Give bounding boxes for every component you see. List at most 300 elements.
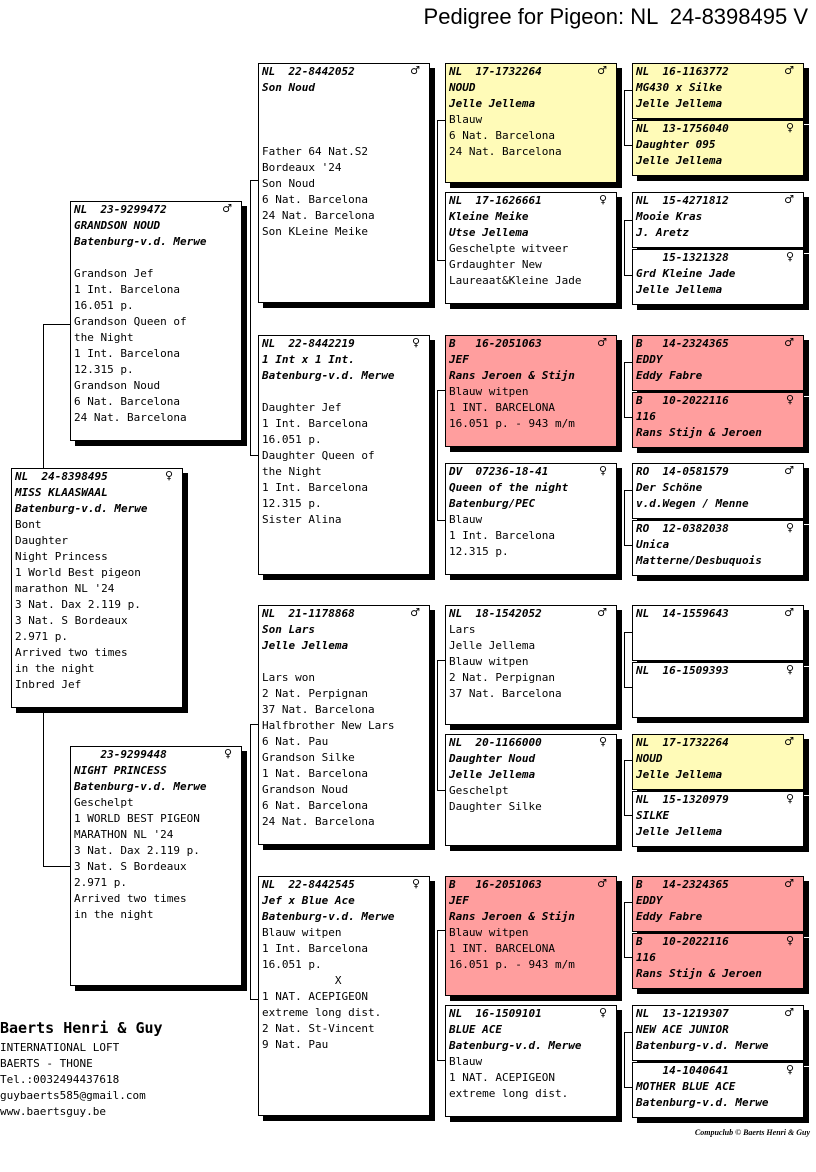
connector-line <box>43 324 70 325</box>
connector-line <box>624 760 632 761</box>
connector-line <box>250 455 258 456</box>
pigeon-card-g3 <box>632 192 804 248</box>
pigeon-card-subject <box>11 468 183 708</box>
male-symbol-icon: ♂ <box>784 64 794 77</box>
pigeon-info-line: 6 Nat. Pau <box>262 735 329 748</box>
pigeon-info-line: Blauw <box>449 1055 483 1068</box>
pigeon-info-line: 6 Nat. Barcelona <box>262 799 368 812</box>
ring-number: NL 17-1732264 <box>636 736 729 749</box>
card-header <box>636 606 800 622</box>
female-symbol-icon: ♀ <box>785 792 794 805</box>
pigeon-name-line: Jelle Jellema <box>636 283 723 296</box>
pigeon-card-sss <box>445 63 617 183</box>
ring-number: NL 18-1542052 <box>449 607 542 620</box>
male-symbol-icon: ♂ <box>784 336 794 349</box>
pigeon-name-line: 1 Int x 1 Int. <box>262 353 355 366</box>
pigeon-name-line: Kleine Meike <box>449 210 529 223</box>
pigeon-card-g7 <box>632 463 804 519</box>
pigeon-info-line: 1 NAT. ACEPIGEON <box>449 1071 555 1084</box>
connector-line <box>250 999 258 1000</box>
ring-number: RO 14-0581579 <box>636 465 729 478</box>
ring-number: NL 22-8442545 <box>262 878 355 891</box>
male-symbol-icon: ♂ <box>784 606 794 619</box>
pigeon-card-g9 <box>632 605 804 661</box>
pigeon-name-line: 116 <box>636 951 656 964</box>
pigeon-card-ds <box>258 605 430 845</box>
connector-line <box>624 815 632 816</box>
pigeon-info-line: extreme long dist. <box>449 1087 569 1100</box>
connector-line <box>624 490 625 545</box>
pigeon-info-line: 1 WORLD BEST PIGEON <box>74 812 200 825</box>
pigeon-info-line: X <box>262 974 342 987</box>
page-title: Pedigree for Pigeon: NL 24-8398495 V <box>423 4 808 29</box>
pigeon-name-line: Batenburg-v.d. Merwe <box>449 1039 582 1052</box>
pigeon-info-line: Geschelpt <box>449 784 509 797</box>
connector-line <box>43 708 44 866</box>
pigeon-name-line: SILKE <box>636 809 670 822</box>
pigeon-card-dds <box>445 876 617 996</box>
pigeon-info-line: 24 Nat. Barcelona <box>449 145 562 158</box>
pigeon-info-line: Bordeaux '24 <box>262 161 342 174</box>
card-header <box>636 521 800 537</box>
connector-line <box>437 790 445 791</box>
ring-number: NL 15-4271812 <box>636 194 729 207</box>
pigeon-info-line: 12.315 p. <box>74 363 134 376</box>
pigeon-info-line: Geschelpte witveer <box>449 242 569 255</box>
card-header <box>449 606 613 622</box>
pigeon-name-line: Jelle Jellema <box>449 768 536 781</box>
pigeon-info-line: 1 Int. Barcelona <box>262 942 368 955</box>
pigeon-info-line: Son Noud <box>262 177 315 190</box>
card-header <box>262 606 426 622</box>
pigeon-name-line: Jelle Jellema <box>636 768 723 781</box>
connector-line <box>624 275 632 276</box>
pigeon-info-line <box>262 128 426 144</box>
pigeon-name-line: Batenburg-v.d. Merwe <box>262 910 395 923</box>
pigeon-info-line: 3 Nat. Dax 2.119 p. <box>74 844 200 857</box>
card-header <box>636 64 800 80</box>
pigeon-info-line: 2.971 p. <box>74 876 127 889</box>
female-symbol-icon: ♀ <box>164 469 173 482</box>
connector-line <box>437 660 445 661</box>
card-header <box>74 202 238 218</box>
connector-line <box>250 180 251 455</box>
connector-line <box>624 1087 632 1088</box>
card-header <box>262 877 426 893</box>
pigeon-info-line: Grdaughter New <box>449 258 542 271</box>
connector-line <box>437 930 438 1060</box>
pigeon-info-line: Grandson Noud <box>74 379 161 392</box>
male-symbol-icon: ♂ <box>784 735 794 748</box>
ring-number: NL 17-1626661 <box>449 194 542 207</box>
card-header <box>636 121 800 137</box>
pigeon-info-line: extreme long dist. <box>262 1006 382 1019</box>
pigeon-info-line: the Night <box>262 465 322 478</box>
pigeon-info-line: 24 Nat. Barcelona <box>74 411 187 424</box>
ring-number: NL 13-1756040 <box>636 122 729 135</box>
pigeon-card-g12 <box>632 791 804 847</box>
pigeon-info-line: 16.051 p. - 943 m/m <box>449 417 575 430</box>
pigeon-info-line: Arrived two times <box>74 892 187 905</box>
connector-line <box>624 90 632 91</box>
pigeon-info-line: 16.051 p. <box>262 958 322 971</box>
pigeon-name-line: Rans Stijn & Jeroen <box>636 426 762 439</box>
connector-line <box>624 687 632 688</box>
pigeon-info-line: 2 Nat. Perpignan <box>262 687 368 700</box>
card-header <box>15 469 179 485</box>
pigeon-name-line: Batenburg-v.d. Merwe <box>74 780 207 793</box>
pigeon-name-line: Son Noud <box>262 81 315 94</box>
pigeon-name-line: Batenburg-v.d. Merwe <box>74 235 207 248</box>
male-symbol-icon: ♂ <box>597 64 607 77</box>
pigeon-name-line: Queen of the night <box>449 481 569 494</box>
male-symbol-icon: ♂ <box>597 606 607 619</box>
pigeon-info-line: Daughter Silke <box>449 800 542 813</box>
card-header <box>449 877 613 893</box>
pigeon-name-line: Unica <box>636 538 670 551</box>
pigeon-info-line: Night Princess <box>15 550 108 563</box>
pigeon-card-sd <box>258 335 430 575</box>
pigeon-name-line: JEF <box>449 894 469 907</box>
ring-number: NL 17-1732264 <box>449 65 542 78</box>
pigeon-card-ssd <box>445 192 617 304</box>
card-header <box>636 336 800 352</box>
connector-line <box>250 180 258 181</box>
ring-number: NL 22-8442052 <box>262 65 355 78</box>
pigeon-info-line: Blauw witpen <box>449 926 529 939</box>
ring-number: NL 16-1509393 <box>636 664 729 677</box>
card-header <box>449 64 613 80</box>
pigeon-name-line: Batenburg-v.d. Merwe <box>636 1039 769 1052</box>
female-symbol-icon: ♀ <box>598 735 607 748</box>
pigeon-name-line: Eddy Fabre <box>636 369 703 382</box>
footer-credit: Compuclub © Baerts Henri & Guy <box>694 1128 810 1137</box>
female-symbol-icon: ♀ <box>785 934 794 947</box>
connector-line <box>437 390 438 520</box>
pigeon-card-dss <box>445 605 617 725</box>
connector-line <box>624 220 625 275</box>
pigeon-card-g11 <box>632 734 804 790</box>
male-symbol-icon: ♂ <box>784 1006 794 1019</box>
pigeon-info-line: 9 Nat. Pau <box>262 1038 329 1051</box>
pigeon-name-line: JEF <box>449 353 469 366</box>
pigeon-name-line: v.d.Wegen / Menne <box>636 497 749 510</box>
card-header <box>636 1063 800 1079</box>
pigeon-name-line: Rans Stijn & Jeroen <box>636 967 762 980</box>
pigeon-info-line: 3 Nat. S Bordeaux <box>15 614 128 627</box>
pigeon-info-line: 2 Nat. St-Vincent <box>262 1022 375 1035</box>
pigeon-name-line: Eddy Fabre <box>636 910 703 923</box>
female-symbol-icon: ♀ <box>411 877 420 890</box>
connector-line <box>437 390 445 391</box>
pigeon-info-line: Blauw witpen <box>262 926 342 939</box>
connector-line <box>437 520 445 521</box>
pigeon-info-line: Grandson Silke <box>262 751 355 764</box>
breeder-line: Tel.:0032494437618 <box>0 1073 120 1086</box>
pigeon-name-line: Batenburg-v.d. Merwe <box>636 1096 769 1109</box>
ring-number: NL 23-9299472 <box>74 203 167 216</box>
connector-line <box>437 660 438 790</box>
card-header <box>449 1006 613 1022</box>
ring-number: NL 20-1166000 <box>449 736 542 749</box>
card-header <box>636 250 800 266</box>
ring-number: B 16-2051063 <box>449 337 542 350</box>
pigeon-info-line: 24 Nat. Barcelona <box>262 209 375 222</box>
card-header <box>636 393 800 409</box>
pigeon-card-dd <box>258 876 430 1116</box>
pigeon-info-line: Inbred Jef <box>15 678 82 691</box>
pigeon-name-line: Jelle Jellema <box>636 825 723 838</box>
pigeon-info-line: Grandson Jef <box>74 267 154 280</box>
breeder-line: guybaerts585@gmail.com <box>0 1089 146 1102</box>
pigeon-info-line: Son KLeine Meike <box>262 225 368 238</box>
card-header <box>262 336 426 352</box>
female-symbol-icon: ♀ <box>785 250 794 263</box>
breeder-line: www.baertsguy.be <box>0 1105 106 1118</box>
ring-number: NL 21-1178868 <box>262 607 355 620</box>
card-header <box>636 877 800 893</box>
female-symbol-icon: ♀ <box>411 336 420 349</box>
pigeon-info-line: 2 Nat. Perpignan <box>449 671 555 684</box>
pigeon-card-sds <box>445 335 617 447</box>
connector-line <box>437 120 438 260</box>
pigeon-info-line: 1 Int. Barcelona <box>74 283 180 296</box>
pigeon-info-line: 1 INT. BARCELONA <box>449 942 555 955</box>
breeder-line: BAERTS - THONE <box>0 1057 93 1070</box>
pigeon-name-line: NEW ACE JUNIOR <box>636 1023 729 1036</box>
pigeon-info-line: Daughter <box>15 534 68 547</box>
female-symbol-icon: ♀ <box>785 393 794 406</box>
pigeon-name-line: Batenburg-v.d. Merwe <box>262 369 395 382</box>
female-symbol-icon: ♀ <box>598 1006 607 1019</box>
male-symbol-icon: ♂ <box>784 193 794 206</box>
card-header <box>449 464 613 480</box>
ring-number: B 10-2022116 <box>636 394 729 407</box>
pigeon-card-g5 <box>632 335 804 391</box>
pigeon-info-line: 6 Nat. Barcelona <box>262 193 368 206</box>
pigeon-info-line: 1 Int. Barcelona <box>262 417 368 430</box>
connector-line <box>624 760 625 815</box>
card-header <box>449 336 613 352</box>
pigeon-name-line: NOUD <box>449 81 476 94</box>
male-symbol-icon: ♂ <box>410 64 420 77</box>
breeder-line: INTERNATIONAL LOFT <box>0 1041 120 1054</box>
connector-line <box>624 90 625 145</box>
pigeon-info-line: Grandson Queen of <box>74 315 187 328</box>
ring-number: 15-1321328 <box>636 251 729 264</box>
ring-number: NL 16-1509101 <box>449 1007 542 1020</box>
pigeon-info-line: 2.971 p. <box>15 630 68 643</box>
pigeon-name-line: Utse Jellema <box>449 226 529 239</box>
pigeon-name-line: MISS KLAASWAAL <box>15 486 108 499</box>
pigeon-card-g16 <box>632 1062 804 1118</box>
connector-line <box>624 490 632 491</box>
pigeon-name-line: NOUD <box>636 752 663 765</box>
pigeon-card-g6 <box>632 392 804 448</box>
female-symbol-icon: ♀ <box>223 747 232 760</box>
pigeon-card-sire <box>70 201 242 441</box>
pigeon-info-line: 16.051 p. <box>262 433 322 446</box>
connector-line <box>624 545 632 546</box>
female-symbol-icon: ♀ <box>785 121 794 134</box>
ring-number: 23-9299448 <box>74 748 167 761</box>
pigeon-info-line <box>74 250 238 266</box>
pigeon-name-line: Batenburg/PEC <box>449 497 536 510</box>
pigeon-info-line: Halfbrother New Lars <box>262 719 395 732</box>
pigeon-info-line: Arrived two times <box>15 646 128 659</box>
connector-line <box>624 362 625 417</box>
male-symbol-icon: ♂ <box>784 877 794 890</box>
pigeon-name-line: Jelle Jellema <box>262 639 349 652</box>
pigeon-card-g4 <box>632 249 804 305</box>
pigeon-info-line: 24 Nat. Barcelona <box>262 815 375 828</box>
connector-line <box>43 866 70 867</box>
pigeon-name-line: Jelle Jellema <box>449 97 536 110</box>
pigeon-card-ss <box>258 63 430 303</box>
pigeon-name-line: BLUE ACE <box>449 1023 502 1036</box>
card-header <box>262 64 426 80</box>
pigeon-name-line: NIGHT PRINCESS <box>74 764 167 777</box>
card-header <box>74 747 238 763</box>
pigeon-info-line: MARATHON NL '24 <box>74 828 174 841</box>
pigeon-card-g8 <box>632 520 804 576</box>
breeder-name: Baerts Henri & Guy <box>0 1019 163 1037</box>
pigeon-name-line: Batenburg-v.d. Merwe <box>15 502 148 515</box>
pigeon-info-line: 6 Nat. Barcelona <box>74 395 180 408</box>
ring-number: B 14-2324365 <box>636 878 729 891</box>
pigeon-info-line: Blauw <box>449 513 483 526</box>
pigeon-info-line: 3 Nat. S Bordeaux <box>74 860 187 873</box>
pigeon-card-g1 <box>632 63 804 119</box>
connector-line <box>437 930 445 931</box>
female-symbol-icon: ♀ <box>598 464 607 477</box>
pigeon-name-line: Der Schöne <box>636 481 703 494</box>
connector-line <box>437 120 445 121</box>
pigeon-info-line: 12.315 p. <box>449 545 509 558</box>
pigeon-name-line: Matterne/Desbuquois <box>636 554 762 567</box>
connector-line <box>437 1060 445 1061</box>
connector-line <box>624 417 632 418</box>
pigeon-info-line <box>262 384 426 400</box>
pigeon-info-line: in the night <box>74 908 154 921</box>
male-symbol-icon: ♂ <box>597 336 607 349</box>
ring-number: RO 12-0382038 <box>636 522 729 535</box>
ring-number: B 16-2051063 <box>449 878 542 891</box>
male-symbol-icon: ♂ <box>410 606 420 619</box>
pigeon-name-line: Rans Jeroen & Stijn <box>449 910 575 923</box>
pigeon-name-line: Jef x Blue Ace <box>262 894 355 907</box>
pigeon-info-line: 1 World Best pigeon <box>15 566 141 579</box>
pigeon-info-line: 1 Nat. Barcelona <box>262 767 368 780</box>
ring-number: NL 15-1320979 <box>636 793 729 806</box>
pigeon-info-line: marathon NL '24 <box>15 582 115 595</box>
ring-number: NL 13-1219307 <box>636 1007 729 1020</box>
ring-number: 14-1040641 <box>636 1064 729 1077</box>
pigeon-info-line: 1 Int. Barcelona <box>74 347 180 360</box>
pigeon-info-line: 3 Nat. Dax 2.119 p. <box>15 598 141 611</box>
pigeon-name-line: Rans Jeroen & Stijn <box>449 369 575 382</box>
connector-line <box>624 1032 625 1087</box>
connector-line <box>250 724 251 999</box>
connector-line <box>437 260 445 261</box>
ring-number: NL 16-1163772 <box>636 65 729 78</box>
pigeon-info-line: the Night <box>74 331 134 344</box>
pigeon-info-line: 37 Nat. Barcelona <box>449 687 562 700</box>
pigeon-info-line: 1 Int. Barcelona <box>449 529 555 542</box>
pigeon-info-line: Lars <box>449 623 476 636</box>
card-header <box>636 663 800 679</box>
pigeon-card-dsd <box>445 734 617 846</box>
ring-number: NL 22-8442219 <box>262 337 355 350</box>
male-symbol-icon: ♂ <box>222 202 232 215</box>
pigeon-name-line: J. Aretz <box>636 226 689 239</box>
card-header <box>636 1006 800 1022</box>
connector-line <box>624 902 625 957</box>
pigeon-name-line: Daughter 095 <box>636 138 716 151</box>
ring-number: NL 24-8398495 <box>15 470 108 483</box>
pigeon-name-line: MG430 x Silke <box>636 81 723 94</box>
connector-line <box>624 632 632 633</box>
pigeon-card-dam <box>70 746 242 986</box>
pigeon-name-line: GRANDSON NOUD <box>74 219 161 232</box>
male-symbol-icon: ♂ <box>597 877 607 890</box>
male-symbol-icon: ♂ <box>784 464 794 477</box>
pigeon-card-ddd <box>445 1005 617 1117</box>
pigeon-info-line: 12.315 p. <box>262 497 322 510</box>
female-symbol-icon: ♀ <box>785 663 794 676</box>
pigeon-name-line: 116 <box>636 410 656 423</box>
connector-line <box>624 902 632 903</box>
breeder-info <box>0 1018 163 1120</box>
pigeon-info-line: Blauw witpen <box>449 385 529 398</box>
pigeon-card-g14 <box>632 933 804 989</box>
pigeon-info-line: Jelle Jellema <box>449 639 536 652</box>
connector-line <box>624 632 625 687</box>
pigeon-card-g13 <box>632 876 804 932</box>
pigeon-info-line: 16.051 p. <box>74 299 134 312</box>
pigeon-name-line: Jelle Jellema <box>636 97 723 110</box>
pigeon-info-line <box>262 96 426 112</box>
pigeon-card-g10 <box>632 662 804 718</box>
card-header <box>636 193 800 209</box>
pigeon-info-line: Laureaat&Kleine Jade <box>449 274 582 287</box>
connector-line <box>624 220 632 221</box>
pigeon-info-line: Geschelpt <box>74 796 134 809</box>
pigeon-info-line: Lars won <box>262 671 315 684</box>
pigeon-name-line: Mooie Kras <box>636 210 703 223</box>
connector-line <box>250 724 258 725</box>
pigeon-info-line: Daughter Jef <box>262 401 342 414</box>
pigeon-info-line: 6 Nat. Barcelona <box>449 129 555 142</box>
card-header <box>449 735 613 751</box>
pigeon-card-g2 <box>632 120 804 176</box>
connector-line <box>624 362 632 363</box>
connector-line <box>624 1032 632 1033</box>
female-symbol-icon: ♀ <box>785 1063 794 1076</box>
connector-line <box>624 957 632 958</box>
pigeon-info-line: 1 Int. Barcelona <box>262 481 368 494</box>
pigeon-info-line: Sister Alina <box>262 513 342 526</box>
pigeon-info-line <box>262 112 426 128</box>
connector-line <box>43 324 44 468</box>
ring-number: B 14-2324365 <box>636 337 729 350</box>
pigeon-info-line: Blauw witpen <box>449 655 529 668</box>
pigeon-info-line: Father 64 Nat.S2 <box>262 145 368 158</box>
female-symbol-icon: ♀ <box>598 193 607 206</box>
ring-number: B 10-2022116 <box>636 935 729 948</box>
pigeon-name-line: Grd Kleine Jade <box>636 267 736 280</box>
ring-number: DV 07236-18-41 <box>449 465 549 478</box>
